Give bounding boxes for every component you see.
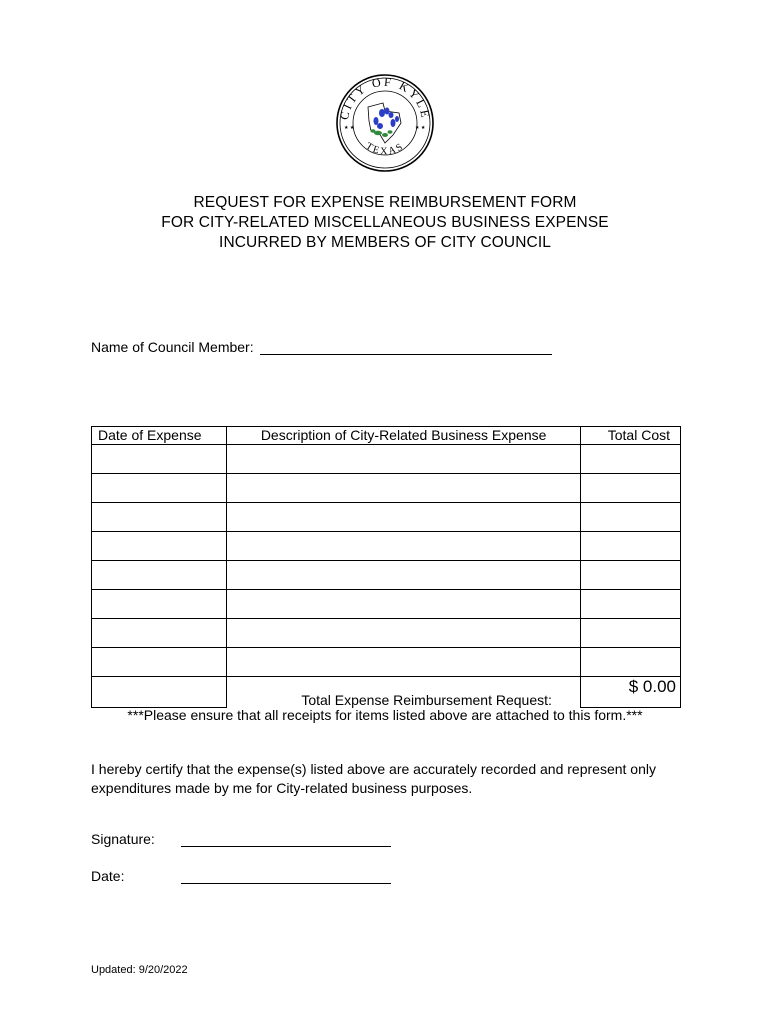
cost-cell[interactable]: [581, 590, 681, 619]
title-line-3: INCURRED BY MEMBERS OF CITY COUNCIL: [219, 234, 551, 251]
title-line-2: FOR CITY-RELATED MISCELLANEOUS BUSINESS EXPENSE: [161, 214, 609, 231]
date-cell[interactable]: [92, 503, 227, 532]
certification-text: I hereby certify that the expense(s) listed above are accurately recorded and represent only expenditures made by me for City-related business purposes.: [91, 761, 656, 796]
svg-text:★ ★: ★ ★: [344, 125, 355, 131]
svg-text:CITY OF KYLE: CITY OF KYLE: [336, 74, 434, 122]
date-cell[interactable]: [92, 590, 227, 619]
date-cell[interactable]: [92, 532, 227, 561]
description-cell[interactable]: [227, 474, 581, 503]
date-cell[interactable]: [92, 445, 227, 474]
date-cell[interactable]: [92, 619, 227, 648]
form-title: [0, 193, 770, 253]
table-row: [92, 619, 681, 648]
cost-cell[interactable]: [581, 474, 681, 503]
total-label-cell: [227, 677, 581, 708]
description-cell[interactable]: [227, 561, 581, 590]
table-row: [92, 503, 681, 532]
updated-note: Updated: 9/20/2022: [91, 964, 188, 976]
description-cell[interactable]: [227, 590, 581, 619]
total-value[interactable]: $ 0.00: [581, 677, 681, 708]
date-row: [91, 868, 391, 884]
svg-text:★ ★: ★ ★: [415, 125, 426, 131]
cost-cell[interactable]: [581, 532, 681, 561]
date-label: Date:: [91, 868, 125, 884]
date-field[interactable]: [181, 868, 391, 884]
header-total-cost: Total Cost: [581, 427, 681, 445]
table-row: [92, 474, 681, 503]
header-date: Date of Expense: [92, 427, 227, 445]
title-line-1: REQUEST FOR EXPENSE REIMBURSEMENT FORM: [193, 194, 577, 211]
description-cell[interactable]: [227, 532, 581, 561]
cost-cell[interactable]: [581, 648, 681, 677]
total-label: Total Expense Reimbursement Request:: [301, 691, 552, 708]
description-cell[interactable]: [227, 619, 581, 648]
receipts-note: ***Please ensure that all receipts for items listed above are attached to this form.***: [127, 707, 643, 723]
date-cell[interactable]: [92, 474, 227, 503]
header-description: Description of City-Related Business Expense: [227, 427, 581, 445]
date-cell[interactable]: [92, 561, 227, 590]
council-member-field[interactable]: [260, 338, 552, 355]
council-member-label: Name of Council Member:: [91, 339, 254, 355]
description-cell[interactable]: [227, 503, 581, 532]
cost-cell[interactable]: [581, 561, 681, 590]
date-cell[interactable]: [92, 648, 227, 677]
table-row: [92, 532, 681, 561]
signature-label: Signature:: [91, 831, 155, 847]
cost-cell[interactable]: [581, 445, 681, 474]
table-row: [92, 590, 681, 619]
cost-cell[interactable]: [581, 619, 681, 648]
description-cell[interactable]: [227, 648, 581, 677]
total-row: [92, 677, 681, 708]
cost-cell[interactable]: [581, 503, 681, 532]
total-row-blank-cell: [92, 677, 227, 708]
expense-table: [91, 426, 681, 708]
city-of-kyle-seal-logo: [335, 73, 435, 173]
svg-text:TEXAS: TEXAS: [363, 140, 407, 158]
signature-row: [91, 831, 391, 847]
table-row: [92, 561, 681, 590]
description-cell[interactable]: [227, 445, 581, 474]
council-member-row: [91, 338, 552, 355]
signature-field[interactable]: [181, 831, 391, 847]
table-header-row: [92, 427, 681, 445]
table-row: [92, 445, 681, 474]
table-row: [92, 648, 681, 677]
